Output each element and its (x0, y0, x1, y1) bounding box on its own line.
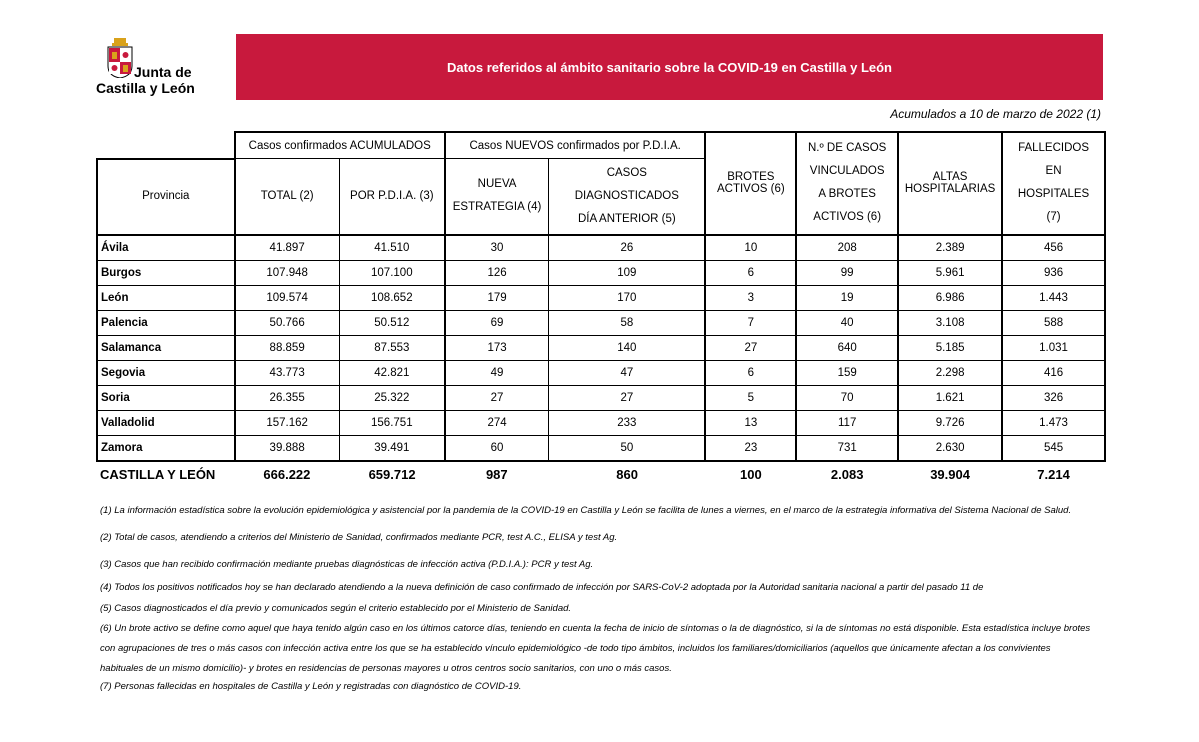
table-row (97, 235, 1105, 261)
cell-altas: 1.621 (898, 385, 1002, 410)
cell-altas: 5.185 (898, 335, 1002, 360)
junta-logo (96, 36, 216, 100)
col-header-total: TOTAL (2) (235, 159, 340, 235)
logo-line-2: Castilla y León (96, 80, 195, 96)
col-dia-l1: CASOS (606, 166, 647, 179)
cell-nueva-estrategia: 60 (445, 435, 549, 461)
cell-fallecidos: 1.443 (1002, 285, 1105, 310)
cell-brotes: 3 (705, 285, 796, 310)
cell-provincia: Soria (97, 385, 235, 410)
cell-nueva-estrategia: 30 (445, 235, 549, 261)
col-header-altas (898, 132, 1002, 235)
cell-provincia: Segovia (97, 360, 235, 385)
col-vinc-l3: A BROTES (818, 188, 876, 201)
col-brotes-l1: BROTES (727, 171, 775, 184)
cell-total: 26.355 (235, 385, 340, 410)
table-row (97, 410, 1105, 435)
page-title: Datos referidos al ámbito sanitario sobre la COVID-19 en Castilla y León (446, 59, 892, 75)
cell-pdia: 87.553 (339, 335, 445, 360)
cell-dia-anterior: 170 (549, 285, 706, 310)
cell-dia-anterior: 50 (549, 435, 706, 461)
covid-data-table (96, 131, 1106, 487)
cell-dia-anterior: 26 (549, 235, 706, 261)
total-dia-anterior: 860 (616, 466, 638, 482)
cell-pdia: 42.821 (339, 360, 445, 385)
cell-total: 39.888 (235, 435, 340, 461)
table-row (97, 335, 1105, 360)
cell-brotes: 10 (705, 235, 796, 261)
cell-pdia: 108.652 (339, 285, 445, 310)
total-brotes: 100 (739, 466, 762, 482)
cell-dia-anterior: 27 (549, 385, 706, 410)
table-row (97, 435, 1105, 461)
total-pdia: 659.712 (368, 466, 416, 482)
cell-provincia: Ávila (97, 235, 235, 261)
cell-fallecidos: 545 (1002, 435, 1105, 461)
col-brotes-l2: ACTIVOS (6) (716, 183, 785, 196)
cell-vinculados: 19 (796, 285, 898, 310)
cell-vinculados: 117 (796, 410, 898, 435)
col-header-pdia: POR P.D.I.A. (3) (339, 159, 445, 235)
total-nueva-estrategia: 987 (485, 466, 508, 482)
cell-altas: 3.108 (898, 310, 1002, 335)
footnote-2: (2) Total de casos, atendiendo a criterios del Ministerio de Sanidad, confirmados mediante PCR, test A.C., ELISA y test Ag. (100, 532, 618, 543)
cell-nueva-estrategia: 179 (445, 285, 549, 310)
cell-brotes: 6 (705, 360, 796, 385)
cell-dia-anterior: 58 (549, 310, 706, 335)
total-row (97, 461, 1105, 487)
cell-brotes: 27 (705, 335, 796, 360)
col-vinc-l1: N.º DE CASOS (808, 142, 887, 155)
group-header-acumulados: Casos confirmados ACUMULADOS (235, 132, 445, 159)
footnote-1: (1) La información estadística sobre la evolución epidemiológica y asistencial por la pandemia de la COVID-19 en Castilla y León se facilita de lunes a viernes, en el marco de la estrategia informativa del Sistema Nacional de Salud. (100, 505, 1072, 516)
cell-nueva-estrategia: 27 (445, 385, 549, 410)
col-fall-l3: HOSPITALES (1017, 188, 1090, 201)
cell-total: 50.766 (235, 310, 340, 335)
cell-altas: 9.726 (898, 410, 1002, 435)
cell-altas: 2.630 (898, 435, 1002, 461)
cell-brotes: 6 (705, 260, 796, 285)
cell-total: 107.948 (235, 260, 340, 285)
footnotes (100, 500, 1096, 695)
coat-of-arms-icon (106, 38, 134, 78)
cell-vinculados: 70 (796, 385, 898, 410)
col-header-fallecidos (1002, 132, 1105, 235)
cell-brotes: 13 (705, 410, 796, 435)
cell-total: 157.162 (235, 410, 340, 435)
footnote-4: (4) Todos los positivos notificados hoy se han declarado atendiendo a la nueva definición de caso confirmado de infección por SARS-CoV-2 adoptada por la Autoridad sanitaria nacional a partir del pasado 11 de (100, 582, 984, 593)
cell-total: 109.574 (235, 285, 340, 310)
cell-fallecidos: 1.473 (1002, 410, 1105, 435)
total-fallecidos: 7.214 (1037, 466, 1070, 482)
footnote-5: (5) Casos diagnosticados el día previo y comunicados según el criterio establecido por el Ministerio de Sanidad. (100, 603, 572, 614)
cell-vinculados: 40 (796, 310, 898, 335)
cell-provincia: León (97, 285, 235, 310)
col-header-vinculados (796, 132, 898, 235)
col-nueva-l2: ESTRATEGIA (4) (452, 201, 542, 214)
table-row (97, 260, 1105, 285)
col-fall-l2: EN (1045, 165, 1062, 178)
cell-pdia: 107.100 (339, 260, 445, 285)
table-row (97, 310, 1105, 335)
cell-pdia: 50.512 (339, 310, 445, 335)
cell-pdia: 25.322 (339, 385, 445, 410)
col-nueva-l1: NUEVA (477, 178, 517, 191)
total-provincia: CASTILLA Y LEÓN (100, 466, 216, 482)
cell-nueva-estrategia: 274 (445, 410, 549, 435)
cell-provincia: Burgos (97, 260, 235, 285)
cell-provincia: Zamora (97, 435, 235, 461)
cell-fallecidos: 936 (1002, 260, 1105, 285)
col-altas-l2: HOSPITALARIAS (904, 183, 996, 196)
cell-brotes: 23 (705, 435, 796, 461)
col-header-dia-anterior (549, 159, 706, 235)
cell-vinculados: 159 (796, 360, 898, 385)
cell-fallecidos: 416 (1002, 360, 1105, 385)
col-altas-l1: ALTAS (932, 171, 968, 184)
col-dia-l2: DIAGNOSTICADOS (574, 189, 679, 202)
cell-vinculados: 640 (796, 335, 898, 360)
cell-provincia: Valladolid (97, 410, 235, 435)
cell-altas: 5.961 (898, 260, 1002, 285)
footnote-3: (3) Casos que han recibido confirmación mediante pruebas diagnósticas de infección activa (P.D.I.A.): PCR y test Ag. (100, 559, 594, 570)
cell-vinculados: 731 (796, 435, 898, 461)
cell-vinculados: 208 (796, 235, 898, 261)
table-row (97, 385, 1105, 410)
cell-pdia: 39.491 (339, 435, 445, 461)
cell-total: 43.773 (235, 360, 340, 385)
total-altas: 39.904 (930, 466, 970, 482)
col-vinc-l4: ACTIVOS (6) (813, 211, 882, 224)
col-header-nueva-estrategia (445, 159, 549, 235)
cell-dia-anterior: 109 (549, 260, 706, 285)
cell-pdia: 156.751 (339, 410, 445, 435)
footnote-7: (7) Personas fallecidas en hospitales de Castilla y León y registradas con diagnóstico de COVID-19. (100, 681, 522, 692)
cell-dia-anterior: 233 (549, 410, 706, 435)
col-fall-l4: (7) (1046, 211, 1061, 224)
col-vinc-l2: VINCULADOS (809, 165, 885, 178)
table-row (97, 285, 1105, 310)
cell-dia-anterior: 140 (549, 335, 706, 360)
col-header-brotes (705, 132, 796, 235)
cell-nueva-estrategia: 69 (445, 310, 549, 335)
cell-provincia: Salamanca (97, 335, 235, 360)
cell-dia-anterior: 47 (549, 360, 706, 385)
total-vinculados: 2.083 (830, 466, 864, 482)
cell-vinculados: 99 (796, 260, 898, 285)
cell-altas: 2.389 (898, 235, 1002, 261)
empty-corner (97, 132, 235, 159)
table-row (97, 360, 1105, 385)
cell-provincia: Palencia (97, 310, 235, 335)
col-header-provincia: Provincia (97, 159, 235, 235)
cell-fallecidos: 588 (1002, 310, 1105, 335)
cell-pdia: 41.510 (339, 235, 445, 261)
cell-fallecidos: 1.031 (1002, 335, 1105, 360)
cell-brotes: 5 (705, 385, 796, 410)
group-header-nuevos: Casos NUEVOS confirmados por P.D.I.A. (445, 132, 706, 159)
col-fall-l1: FALLECIDOS (1018, 142, 1090, 155)
cell-fallecidos: 326 (1002, 385, 1105, 410)
cell-altas: 6.986 (898, 285, 1002, 310)
col-dia-l3: DÍA ANTERIOR (5) (577, 212, 676, 225)
cell-altas: 2.298 (898, 360, 1002, 385)
cell-nueva-estrategia: 126 (445, 260, 549, 285)
cell-total: 88.859 (235, 335, 340, 360)
cell-total: 41.897 (235, 235, 340, 261)
cell-nueva-estrategia: 49 (445, 360, 549, 385)
footnote-6: (6) Un brote activo se define como aquel que haya tenido algún caso en los últimos catorce días, teniendo en cuenta la fecha de inicio de síntomas o la de diagnóstico, si la de síntomas no está disponible. Esta estadística incluye brotes con agrupaciones de tres o más casos con infección activa entre los que se ha establecido vínculo epidemiológico -de todo tipo ámbitos, incluidos los familiares/domiciliarios (aquellos que únicamente afectan a los convivientes habituales de un mismo domicilio)- y brotes en residencias de personas mayores u otros centros socio sanitarios, con uno o más casos. (100, 623, 1091, 674)
total-total: 666.222 (263, 466, 311, 482)
logo-line-1: Junta de (134, 64, 192, 80)
date-note: Acumulados a 10 de marzo de 2022 (1) (890, 107, 1101, 121)
cell-fallecidos: 456 (1002, 235, 1105, 261)
title-banner (236, 34, 1103, 100)
cell-brotes: 7 (705, 310, 796, 335)
cell-nueva-estrategia: 173 (445, 335, 549, 360)
